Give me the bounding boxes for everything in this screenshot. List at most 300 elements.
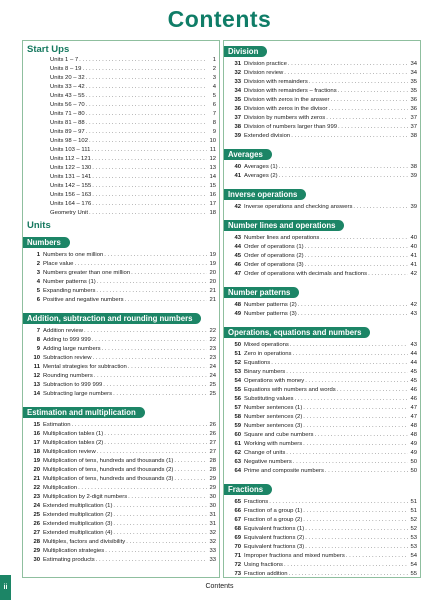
toc-entry[interactable] [224, 172, 420, 181]
entry-title: Units 56 – 70 [50, 102, 85, 108]
unit-number: 8 [36, 337, 40, 343]
toc-entry[interactable] [23, 327, 219, 336]
toc-entry[interactable] [23, 390, 219, 399]
page-ref: 18 [209, 210, 216, 216]
unit-number: 40 [234, 164, 241, 170]
toc-entry[interactable] [224, 359, 420, 368]
unit-number: 33 [234, 79, 241, 85]
page-ref: 20 [209, 279, 216, 285]
toc-entry[interactable] [224, 516, 420, 525]
section-entries [23, 327, 219, 399]
toc-entry[interactable] [224, 310, 420, 319]
toc-entry[interactable] [224, 552, 420, 561]
page-ref: 49 [410, 450, 417, 456]
unit-number: 9 [36, 346, 40, 352]
section-heading: Inverse operations [224, 189, 306, 200]
page-ref: 37 [410, 115, 417, 121]
toc-entry[interactable] [23, 260, 219, 269]
toc-section [224, 282, 420, 322]
entry-title: Number patterns (3) [244, 311, 297, 317]
dot-leader [294, 395, 408, 404]
entry-title: Units 71 – 80 [50, 111, 85, 117]
toc-entry[interactable] [23, 520, 219, 529]
page-ref: 32 [209, 539, 216, 545]
entry-title: Units 33 – 42 [50, 84, 85, 90]
toc-entry[interactable] [23, 65, 219, 74]
entry-title: Improper fractions and mixed numbers [244, 553, 345, 559]
toc-entry[interactable] [224, 87, 420, 96]
dot-leader [125, 296, 207, 305]
toc-entry[interactable] [23, 155, 219, 164]
toc-entry[interactable] [23, 511, 219, 520]
dot-leader [104, 439, 207, 448]
toc-entry[interactable] [23, 92, 219, 101]
toc-entry[interactable] [23, 83, 219, 92]
page-ref: 9 [212, 129, 216, 135]
dot-leader [104, 251, 207, 260]
toc-section [224, 144, 420, 184]
toc-entry[interactable] [224, 570, 420, 578]
page-ref: 12 [209, 156, 216, 162]
dot-leader [96, 556, 207, 565]
entry-title: Working with numbers [244, 441, 303, 447]
page-ref: 35 [410, 88, 417, 94]
toc-entry[interactable] [23, 354, 219, 363]
unit-number: 49 [234, 311, 241, 317]
start-ups-heading: Start Ups [27, 44, 70, 55]
entry-title: Division with zeros in the answer [244, 97, 330, 103]
toc-entry[interactable] [224, 440, 420, 449]
toc-section [224, 479, 420, 578]
toc-entry[interactable] [224, 350, 420, 359]
toc-section [224, 215, 420, 282]
dot-leader [86, 128, 207, 137]
dot-leader [309, 78, 408, 87]
toc-entry[interactable] [23, 119, 219, 128]
page-ref: 8 [212, 120, 216, 126]
toc-entry[interactable] [224, 386, 420, 395]
toc-entry[interactable] [23, 363, 219, 372]
toc-entry[interactable] [23, 269, 219, 278]
entry-title: Fractions [244, 499, 269, 505]
toc-entry[interactable] [23, 164, 219, 173]
unit-number: 65 [234, 499, 241, 505]
entry-title: Multiplication tables (2) [43, 440, 104, 446]
toc-entry[interactable] [23, 493, 219, 502]
toc-section [224, 322, 420, 479]
entry-title: Extended multiplication (3) [43, 521, 113, 527]
toc-entry[interactable] [224, 270, 420, 279]
page-ref: 31 [209, 512, 216, 518]
entry-title: Units 89 – 97 [50, 129, 85, 135]
page-ref: 22 [209, 337, 216, 343]
entry-title: Division of numbers larger than 999 [244, 124, 337, 130]
page-ref: 54 [410, 562, 417, 568]
entry-title: Order of operations (1) [244, 244, 304, 250]
entry-title: Subtraction to 999 999 [43, 382, 103, 388]
unit-number: 11 [33, 364, 40, 370]
unit-number: 5 [36, 288, 40, 294]
section-heading: Averages [224, 149, 272, 160]
dot-leader [337, 386, 408, 395]
page-ref: 21 [209, 288, 216, 294]
entry-title: Equivalent fractions (3) [244, 544, 305, 550]
dot-leader [92, 155, 207, 164]
toc-section [23, 402, 219, 568]
dot-leader [330, 96, 408, 105]
unit-number: 10 [33, 355, 40, 361]
page-ref: 46 [410, 387, 417, 393]
page-ref: 44 [410, 351, 417, 357]
entry-title: Units 98 – 102 [50, 138, 88, 144]
unit-number: 28 [33, 539, 40, 545]
toc-entry[interactable] [224, 132, 420, 141]
start-ups-list [23, 56, 219, 218]
dot-leader [279, 163, 408, 172]
page-ref: 52 [410, 526, 417, 532]
toc-entry[interactable] [23, 191, 219, 200]
dot-leader [79, 56, 207, 65]
toc-entry[interactable] [224, 422, 420, 431]
page-ref: 3 [212, 75, 216, 81]
dot-leader [292, 350, 408, 359]
entry-title: Units 164 – 176 [50, 201, 92, 207]
toc-entry[interactable] [224, 60, 420, 69]
toc-entry[interactable] [23, 287, 219, 296]
entry-title: Averages (1) [244, 164, 278, 170]
toc-entry[interactable] [23, 529, 219, 538]
page-ref: 29 [209, 476, 216, 482]
toc-entry[interactable] [224, 105, 420, 114]
toc-entry[interactable] [23, 457, 219, 466]
toc-entry[interactable] [23, 547, 219, 556]
unit-number: 51 [234, 351, 241, 357]
unit-number: 67 [234, 517, 241, 523]
dot-leader [97, 448, 207, 457]
unit-number: 63 [234, 459, 241, 465]
dot-leader [291, 132, 408, 141]
unit-number: 37 [234, 115, 241, 121]
entry-title: Multiplication strategies [43, 548, 105, 554]
entry-title: Extended multiplication (4) [43, 530, 113, 536]
toc-entry[interactable] [224, 163, 420, 172]
page-ref: 24 [209, 364, 216, 370]
toc-entry[interactable] [224, 404, 420, 413]
toc-entry[interactable] [23, 200, 219, 209]
entry-title: Fraction of a group (1) [244, 508, 303, 514]
page-ref: 48 [410, 432, 417, 438]
dot-leader [338, 87, 408, 96]
entry-title: Geometry Unit [50, 210, 88, 216]
unit-number: 38 [234, 124, 241, 130]
page-ref: 33 [209, 557, 216, 563]
dot-leader [305, 261, 408, 270]
toc-entry[interactable] [23, 538, 219, 547]
entry-title: Equivalent fractions (2) [244, 535, 305, 541]
unit-number: 35 [234, 97, 241, 103]
dot-leader [82, 65, 207, 74]
unit-number: 59 [234, 423, 241, 429]
toc-entry[interactable] [23, 421, 219, 430]
toc-entry[interactable] [23, 484, 219, 493]
page-ref: 5 [212, 93, 216, 99]
unit-number: 41 [234, 173, 241, 179]
toc-entry[interactable] [224, 377, 420, 386]
dot-leader [94, 372, 207, 381]
dot-leader [289, 570, 408, 578]
dot-leader [271, 359, 408, 368]
toc-entry[interactable] [23, 381, 219, 390]
dot-leader [92, 336, 207, 345]
toc-entry[interactable] [23, 448, 219, 457]
toc-entry[interactable] [224, 261, 420, 270]
dot-leader [86, 119, 207, 128]
dot-leader [174, 475, 207, 484]
entry-title: Fraction addition [244, 571, 288, 577]
entry-title: Equations with numbers and words [244, 387, 336, 393]
section-entries [224, 163, 420, 181]
page-ref: 55 [410, 571, 417, 577]
toc-entry[interactable] [23, 278, 219, 287]
dot-leader [303, 413, 408, 422]
page-ref: 42 [410, 302, 417, 308]
dot-leader [328, 105, 408, 114]
entry-title: Change of units [244, 450, 286, 456]
entry-title: Expanding numbers [43, 288, 96, 294]
page-ref: 7 [212, 111, 216, 117]
toc-entry[interactable] [23, 296, 219, 305]
dot-leader [103, 381, 207, 390]
unit-number: 36 [234, 106, 241, 112]
dot-leader [78, 484, 207, 493]
section-heading: Number lines and operations [224, 220, 344, 231]
toc-entry[interactable] [224, 561, 420, 570]
unit-number: 3 [36, 270, 40, 276]
toc-entry[interactable] [224, 69, 420, 78]
toc-entry[interactable] [224, 525, 420, 534]
page-ref: 34 [410, 61, 417, 67]
dot-leader [174, 457, 207, 466]
page-ref: 19 [209, 252, 216, 258]
toc-entry[interactable] [224, 543, 420, 552]
page-ref: 46 [410, 396, 417, 402]
toc-entry[interactable] [224, 341, 420, 350]
toc-entry[interactable] [224, 507, 420, 516]
entry-title: Units 131 – 141 [50, 174, 92, 180]
toc-entry[interactable] [23, 430, 219, 439]
unit-number: 25 [33, 512, 40, 518]
toc-entry[interactable] [224, 114, 420, 123]
toc-entry[interactable] [23, 74, 219, 83]
dot-leader [97, 278, 207, 287]
page-ref: 51 [410, 499, 417, 505]
toc-entry[interactable] [23, 101, 219, 110]
unit-number: 21 [33, 476, 40, 482]
dot-leader [92, 191, 207, 200]
section-heading: Fractions [224, 484, 272, 495]
dot-leader [86, 92, 207, 101]
entry-title: Positive and negative numbers [43, 297, 124, 303]
page-ref: 25 [209, 382, 216, 388]
entry-title: Operations with money [244, 378, 305, 384]
toc-entry[interactable] [224, 458, 420, 467]
toc-entry[interactable] [224, 368, 420, 377]
unit-number: 6 [36, 297, 40, 303]
unit-number: 39 [234, 133, 241, 139]
toc-entry[interactable] [23, 137, 219, 146]
dot-leader [96, 287, 207, 296]
dot-leader [284, 69, 408, 78]
dot-leader [303, 440, 408, 449]
dot-leader [92, 182, 207, 191]
page-ref: 2 [212, 66, 216, 72]
unit-number: 17 [33, 440, 40, 446]
entry-title: Numbers greater than one million [43, 270, 131, 276]
toc-entry[interactable] [23, 128, 219, 137]
right-contents-panel [223, 40, 421, 578]
toc-entry[interactable] [224, 301, 420, 310]
page-ref: 10 [209, 138, 216, 144]
entry-title: Units 122 – 130 [50, 165, 92, 171]
entry-title: Subtracting large numbers [43, 391, 113, 397]
unit-number: 72 [234, 562, 241, 568]
toc-entry[interactable] [224, 78, 420, 87]
section-heading: Number patterns [224, 287, 299, 298]
entry-title: Order of operations with decimals and fractions [244, 271, 368, 277]
toc-entry[interactable] [224, 252, 420, 261]
toc-entry[interactable] [224, 431, 420, 440]
unit-number: 30 [33, 557, 40, 563]
page-ref: 41 [410, 262, 417, 268]
dot-leader [305, 243, 408, 252]
toc-entry[interactable] [23, 110, 219, 119]
left-contents-panel [22, 40, 220, 578]
toc-entry[interactable] [224, 96, 420, 105]
dot-leader [314, 431, 408, 440]
page-ref: 43 [410, 311, 417, 317]
toc-entry[interactable] [23, 475, 219, 484]
toc-entry[interactable] [224, 123, 420, 132]
page-ref: 42 [410, 271, 417, 277]
page-ref: 36 [410, 97, 417, 103]
unit-number: 26 [33, 521, 40, 527]
unit-number: 47 [234, 271, 241, 277]
unit-number: 69 [234, 535, 241, 541]
toc-entry[interactable] [23, 345, 219, 354]
dot-leader [320, 234, 408, 243]
page-ref: 19 [209, 261, 216, 267]
entry-title: Equations [244, 360, 271, 366]
toc-entry[interactable] [224, 498, 420, 507]
toc-entry[interactable] [224, 234, 420, 243]
toc-section [224, 41, 420, 144]
toc-entry[interactable] [23, 466, 219, 475]
dot-leader [286, 449, 408, 458]
entry-title: Number sentences (3) [244, 423, 303, 429]
dot-leader [105, 547, 207, 556]
page-title: Contents [167, 6, 272, 32]
toc-entry[interactable] [23, 372, 219, 381]
toc-entry[interactable] [224, 243, 420, 252]
entry-title: Units 1 – 7 [50, 57, 79, 63]
page-ref: 33 [209, 548, 216, 554]
toc-entry[interactable] [23, 209, 219, 218]
toc-entry[interactable] [224, 449, 420, 458]
entry-title: Zero in operations [244, 351, 292, 357]
toc-entry[interactable] [224, 413, 420, 422]
toc-entry[interactable] [23, 182, 219, 191]
unit-number: 53 [234, 369, 241, 375]
toc-entry[interactable] [23, 502, 219, 511]
entry-title: Division with zeros in the divisor [244, 106, 328, 112]
toc-entry[interactable] [23, 439, 219, 448]
unit-number: 27 [33, 530, 40, 536]
toc-entry[interactable] [224, 467, 420, 476]
entry-title: Extended division [244, 133, 291, 139]
entry-title: Units 103 – 111 [50, 147, 91, 153]
dot-leader [92, 354, 207, 363]
page-ref: 37 [410, 124, 417, 130]
dot-leader [174, 466, 207, 475]
entry-title: Adding large numbers [43, 346, 101, 352]
dot-leader [284, 561, 408, 570]
entry-title: Units 142 – 155 [50, 183, 92, 189]
page-ref: 52 [410, 517, 417, 523]
unit-number: 24 [33, 503, 40, 509]
page-ref: 26 [209, 431, 216, 437]
unit-number: 31 [234, 61, 241, 67]
dot-leader [92, 173, 207, 182]
page-ref: 35 [410, 79, 417, 85]
toc-entry[interactable] [224, 203, 420, 212]
entry-title: Estimation [43, 422, 71, 428]
toc-section [23, 232, 219, 308]
toc-section [224, 184, 420, 215]
page-ref: 38 [410, 164, 417, 170]
entry-title: Multiplication review [43, 449, 96, 455]
page-ref: 45 [410, 378, 417, 384]
dot-leader [102, 345, 207, 354]
dot-leader [86, 83, 207, 92]
toc-entry[interactable] [23, 556, 219, 565]
unit-number: 34 [234, 88, 241, 94]
unit-number: 4 [36, 279, 40, 285]
toc-entry[interactable] [23, 336, 219, 345]
unit-number: 18 [33, 449, 40, 455]
entry-title: Subtraction review [43, 355, 92, 361]
toc-entry[interactable] [23, 251, 219, 260]
page-ref: 26 [209, 422, 216, 428]
unit-number: 61 [234, 441, 241, 447]
entry-title: Number sentences (1) [244, 405, 303, 411]
toc-entry[interactable] [224, 534, 420, 543]
dot-leader [325, 467, 408, 476]
entry-title: Division with remainders – fractions [244, 88, 337, 94]
unit-number: 71 [234, 553, 241, 559]
section-heading: Estimation and multiplication [23, 407, 145, 418]
toc-entry[interactable] [23, 146, 219, 155]
toc-entry[interactable] [224, 395, 420, 404]
page-ref: 4 [212, 84, 216, 90]
dot-leader [128, 363, 207, 372]
toc-entry[interactable] [23, 173, 219, 182]
page-ref: 16 [209, 192, 216, 198]
dot-leader [305, 525, 408, 534]
dot-leader [303, 507, 408, 516]
page-ref: 45 [410, 369, 417, 375]
toc-entry[interactable] [23, 56, 219, 65]
entry-title: Order of operations (2) [244, 253, 304, 259]
